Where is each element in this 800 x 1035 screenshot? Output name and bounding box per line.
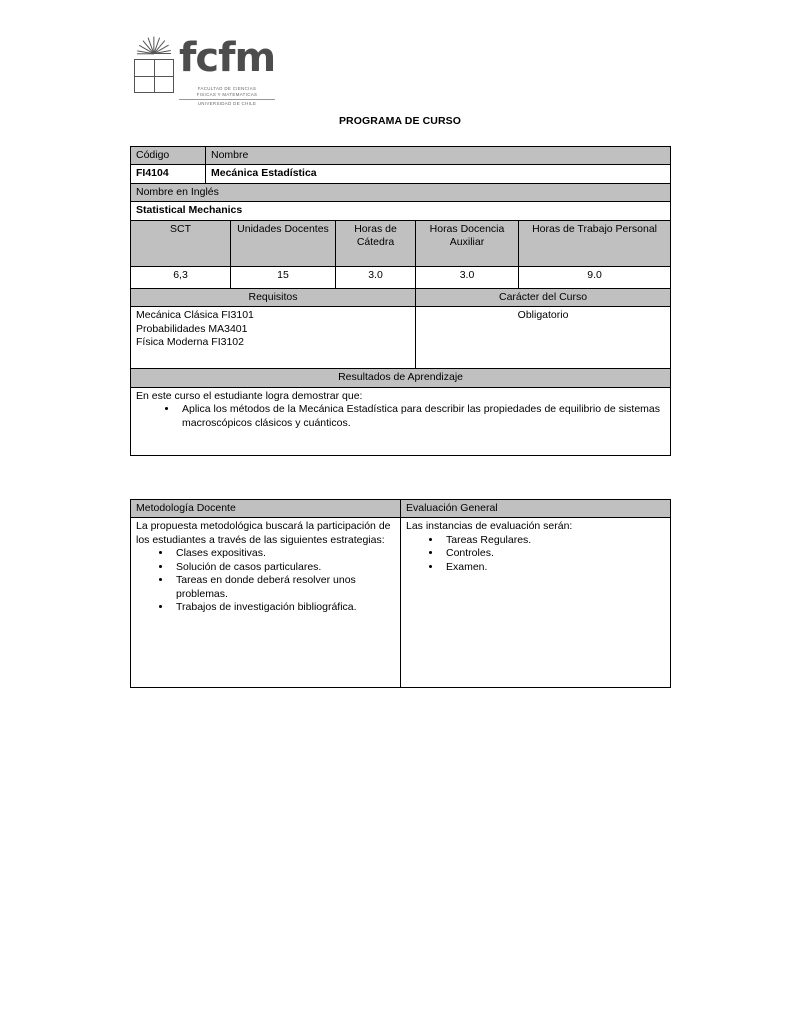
methodology-table	[130, 499, 671, 688]
table-row	[131, 266, 671, 288]
cell-value-horas-trabajo-personal: 9.0	[519, 266, 671, 288]
list-item: • Examen.	[442, 561, 665, 574]
cell-header-unidades-docentes: Unidades Docentes	[231, 220, 336, 266]
cell-resultados	[131, 387, 671, 455]
evaluacion-list	[406, 534, 665, 574]
cell-header-nombre: Nombre	[206, 147, 671, 165]
cell-header-sct: SCT	[131, 220, 231, 266]
course-info-table	[130, 146, 671, 456]
cell-value-horas-docencia-auxiliar: 3.0	[416, 266, 519, 288]
table-row	[131, 518, 671, 688]
cell-header-resultados: Resultados de Aprendizaje	[131, 369, 671, 387]
table-row	[131, 500, 671, 518]
requisito-item: Probabilidades MA3401	[136, 322, 248, 335]
cell-header-codigo: Código	[131, 147, 206, 165]
table-row	[131, 369, 671, 387]
logo-subtitle-line-3: UNIVERSIDAD DE CHILE	[197, 101, 257, 107]
cell-caracter: Obligatorio	[416, 307, 671, 369]
list-item: • Controles.	[442, 547, 665, 560]
cell-nombre-ingles: Statistical Mechanics	[131, 202, 671, 220]
resultados-list	[136, 403, 665, 430]
cell-header-caracter: Carácter del Curso	[416, 288, 671, 306]
cell-header-requisitos: Requisitos	[131, 288, 416, 306]
table-row	[131, 202, 671, 220]
cell-value-unidades-docentes: 15	[231, 266, 336, 288]
table-row	[131, 165, 671, 183]
list-item: • Aplica los métodos de la Mecánica Estadística para describir las propiedades de equilibrio de sistemas macroscópicos clásicos y cuánticos.	[178, 403, 665, 430]
cell-header-horas-catedra: Horas de Cátedra	[336, 220, 416, 266]
list-item: • Tareas en donde deberá resolver unos problemas.	[172, 574, 395, 601]
table-row	[131, 387, 671, 455]
cell-value-sct: 6,3	[131, 266, 231, 288]
cell-header-horas-docencia-auxiliar: Horas Docencia Auxiliar	[416, 220, 519, 266]
cell-codigo: FI4104	[131, 165, 206, 183]
metodologia-intro: La propuesta metodológica buscará la participación de los estudiantes a través de las siguientes estrategias:	[136, 520, 391, 546]
cell-requisitos	[131, 307, 416, 369]
metodologia-list	[136, 547, 395, 614]
table-row	[131, 147, 671, 165]
list-item: • Solución de casos particulares.	[172, 561, 395, 574]
list-item: • Trabajos de investigación bibliográfica.	[172, 601, 395, 614]
cell-value-horas-catedra: 3.0	[336, 266, 416, 288]
requisito-item: Mecánica Clásica FI3101	[136, 309, 254, 322]
cell-header-metodologia: Metodología Docente	[131, 500, 401, 518]
page-title: PROGRAMA DE CURSO	[338, 115, 462, 127]
cell-header-horas-trabajo-personal: Horas de Trabajo Personal	[519, 220, 671, 266]
fcfm-logo	[131, 35, 276, 110]
list-item: • Clases expositivas.	[172, 547, 395, 560]
evaluacion-intro: Las instancias de evaluación serán:	[406, 520, 573, 533]
logo-grid-icon	[134, 59, 174, 93]
logo-subtitle-line-1: FACULTAD DE CIENCIAS	[197, 86, 257, 91]
logo-subtitle-line-2: FISICAS Y MATEMATICAS	[196, 91, 258, 97]
cell-evaluacion	[401, 518, 671, 688]
logo-subtitle	[179, 86, 275, 107]
table-row	[131, 288, 671, 306]
resultados-intro: En este curso el estudiante logra demostrar que:	[136, 389, 363, 402]
cell-nombre: Mecánica Estadística	[206, 165, 671, 183]
table-row	[131, 307, 671, 369]
logo-divider	[179, 99, 275, 100]
cell-header-nombre-ingles: Nombre en Inglés	[131, 183, 671, 201]
cell-metodologia	[131, 518, 401, 688]
table-row	[131, 183, 671, 201]
logo-wordmark: fcfm	[179, 35, 276, 81]
table-row	[131, 220, 671, 266]
list-item: • Tareas Regulares.	[442, 534, 665, 547]
requisito-item: Física Moderna FI3102	[136, 336, 244, 349]
cell-header-evaluacion: Evaluación General	[401, 500, 671, 518]
logo-mark-icon	[131, 41, 177, 93]
